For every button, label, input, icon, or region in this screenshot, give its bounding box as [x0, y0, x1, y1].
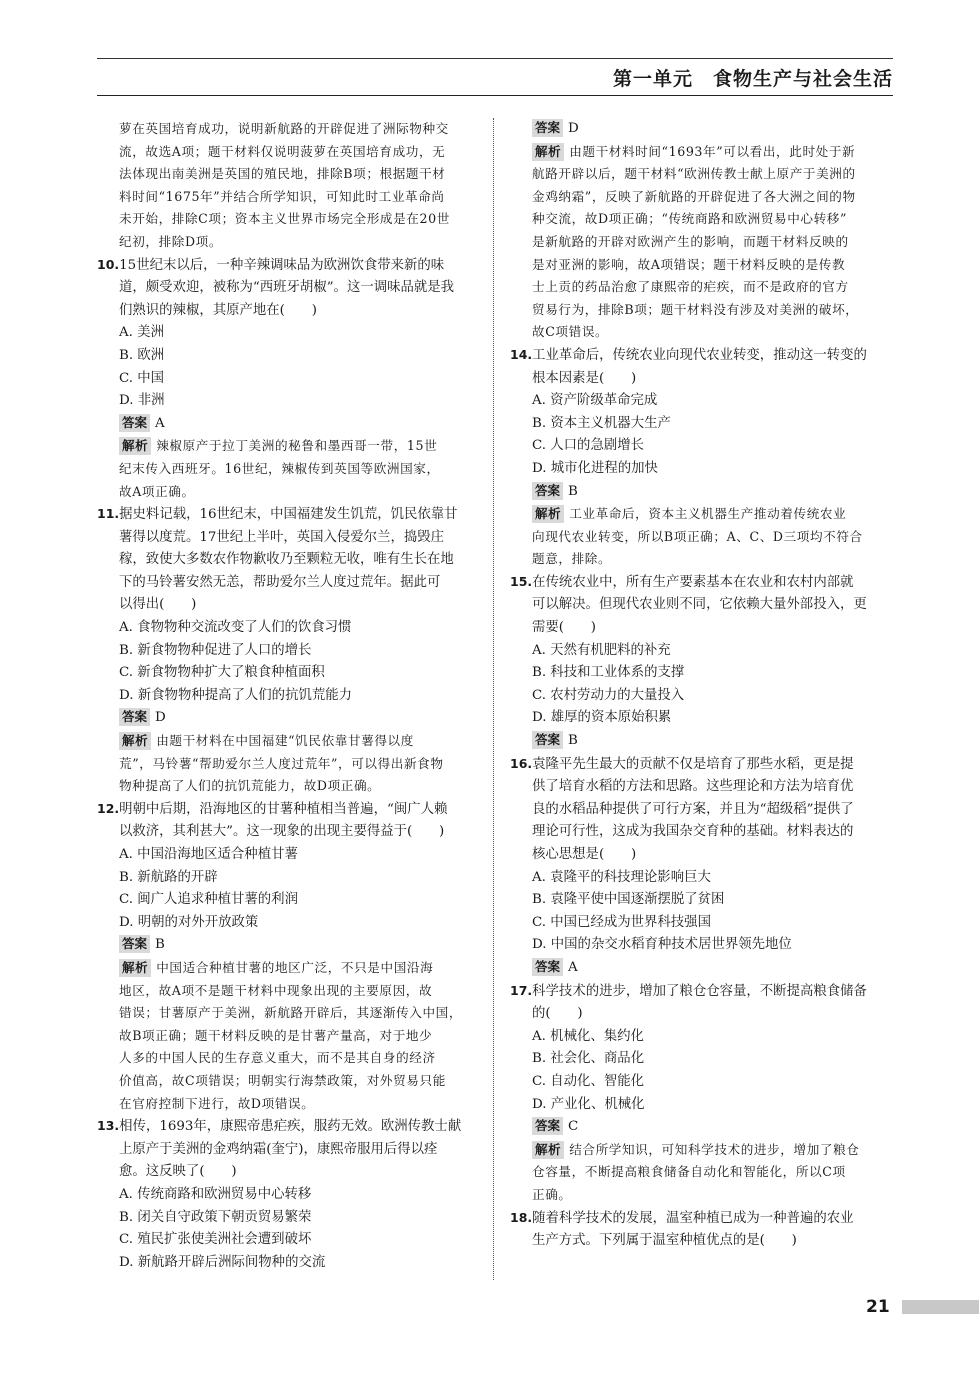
- explanation-line: 地区，故A项不是题干材料中现象出现的主要原因，故: [119, 982, 433, 998]
- option-item: A. 中国沿海地区适合种植甘薯: [119, 847, 298, 862]
- answer-value: B: [568, 733, 578, 749]
- explanation-line: 士上贡的药品治愈了康熙帝的疟疾，而不是政府的官方: [532, 279, 849, 295]
- question-stem: [97, 798, 479, 844]
- right-column: [510, 118, 894, 1253]
- explanation-tag: 解析: [119, 732, 151, 750]
- option-item: C. 闽广人追求种植甘薯的利润: [119, 892, 298, 908]
- page-number-bar: [902, 1300, 979, 1314]
- question-stem: [510, 571, 894, 640]
- explanation-line: 由题干材料在中国福建“饥民依靠甘薯得以度: [156, 733, 414, 749]
- question-stem: [510, 753, 894, 867]
- option-item: A. 美洲: [119, 325, 164, 341]
- explanation-line: 向现代农业转变，所以B项正确；A、C、D三项均不符合: [532, 528, 863, 544]
- explanation-line: 故A项正确。: [119, 483, 195, 499]
- option-item: C. 新食物物种扩大了粮食种植面积: [119, 665, 325, 681]
- question-stem-line: 据史料记载，16世纪末，中国福建发生饥荒，饥民依靠甘: [119, 507, 458, 523]
- option-item: D. 城市化进程的加快: [532, 460, 658, 476]
- option-item: A. 机械化、集约化: [532, 1028, 644, 1044]
- option-item: A. 袁隆平的科技理论影响巨大: [532, 869, 711, 885]
- question-stem-line: 根本因素是( ): [532, 370, 637, 386]
- question-number: 14.: [510, 346, 533, 362]
- answer-value: D: [155, 710, 166, 726]
- question-stem-line: 以救济，其利甚大”。这一现象的出现主要得益于( ): [119, 824, 445, 840]
- question-stem-line: 的( ): [532, 1006, 583, 1022]
- explanation-line: 流，故选A项；题干材料仅说明菠萝在英国培育成功，无: [119, 143, 446, 159]
- option-item: B. 欧洲: [119, 347, 165, 363]
- option-item: C. 殖民扩张使美洲社会遭到破坏: [119, 1232, 312, 1248]
- question-stem: [97, 1115, 479, 1184]
- question-number: 18.: [510, 1209, 533, 1225]
- explanation-line: 法体现出南美洲是英国的殖民地，排除B项；根据题干材: [119, 166, 446, 182]
- explanation-block: [510, 503, 894, 571]
- question-stem: [510, 344, 894, 390]
- left-column: [97, 118, 479, 1274]
- option-item: C. 中国已经成为世界科技强国: [532, 914, 711, 930]
- answer-tag: 答案: [532, 119, 563, 137]
- explanation-line: 价值高，故C项错误；明朝实行海禁政策，对外贸易只能: [119, 1072, 446, 1088]
- answer-value: A: [568, 959, 578, 975]
- explanation-line: 萝在英国培育成功，说明新航路的开辟促进了洲际物种交: [119, 121, 449, 136]
- question-stem-line: 需要( ): [532, 620, 597, 636]
- question-number: 13.: [97, 1118, 120, 1134]
- answer-line: [510, 1116, 894, 1139]
- explanation-line: 工业革命后，资本主义机器生产推动着传统农业: [569, 506, 847, 522]
- question-stem: [510, 980, 894, 1026]
- explanation-line: 错误；甘薯原产于美洲，新航路开辟后，其逐渐传入中国，: [119, 1005, 463, 1021]
- explanation-block: [97, 730, 479, 798]
- explanation-line: 辣椒原产于拉丁美洲的秘鲁和墨西哥一带，15世: [156, 438, 438, 454]
- question-stem-line: 以得出( ): [119, 597, 197, 613]
- page-number: 21: [866, 1297, 890, 1317]
- question-stem-line: 理论可行性，这成为我国杂交育种的基础。材料表达的: [532, 824, 854, 840]
- question-stem-line: 相传，1693年，康熙帝患疟疾，服药无效。欧洲传教士献: [119, 1119, 462, 1135]
- question-stem-line: 下的马铃薯安然无恙，帮助爱尔兰人度过荒年。据此可: [119, 574, 441, 590]
- explanation-line: 故C项错误。: [532, 324, 609, 340]
- explanation-line: 未开始，排除C项；资本主义世界市场完全形成是在20世: [119, 211, 450, 227]
- option-item: D. 明朝的对外开放政策: [119, 914, 259, 930]
- explanation-block: [510, 141, 894, 344]
- explanation-block: [97, 957, 479, 1115]
- answer-line: [97, 413, 479, 436]
- answer-line: [510, 957, 894, 980]
- question-stem-line: 科学技术的进步，增加了粮仓仓容量，不断提高粮食储备: [532, 983, 867, 999]
- explanation-line: 中国适合种植甘薯的地区广泛，不只是中国沿海: [156, 959, 434, 975]
- question-number: 17.: [510, 982, 533, 998]
- explanation-tag: 解析: [532, 505, 564, 523]
- answer-line: [97, 707, 479, 730]
- explanation-line: 结合所学知识，可知科学技术的进步，增加了粮仓: [569, 1141, 860, 1157]
- explanation-line: 由题干材料时间“1693年”可以看出，此时处于新: [569, 143, 856, 159]
- question-stem-line: 们熟识的辣椒，其原产地在( ): [119, 302, 317, 318]
- option-item: B. 资本主义机器大生产: [532, 415, 671, 431]
- question-stem-line: 明朝中后期，沿海地区的甘薯种植相当普遍，“闽广人赖: [119, 801, 448, 817]
- question-number: 10.: [97, 256, 120, 272]
- question-number: 12.: [97, 800, 120, 816]
- explanation-line: 是新航路的开辟对欧洲产生的影响，而题干材料反映的: [532, 233, 849, 249]
- question-stem-line: 在传统农业中，所有生产要素基本在农业和农村内部就: [532, 574, 854, 590]
- answer-value: C: [568, 1119, 579, 1135]
- question-stem-line: 稼，致使大多数农作物歉收乃至颗粒无收，唯有生长在地: [119, 552, 454, 568]
- explanation-line: 纪初，排除D项。: [119, 233, 223, 249]
- option-item: C. 中国: [119, 370, 165, 386]
- answer-line: [510, 730, 894, 753]
- answer-tag: 答案: [532, 482, 563, 500]
- explanation-line: 题意，排除。: [532, 551, 612, 567]
- option-item: A. 传统商路和欧洲贸易中心转移: [119, 1186, 312, 1202]
- answer-line: [510, 481, 894, 504]
- question-stem: [97, 254, 479, 323]
- header-bottom-rule: [97, 95, 893, 96]
- explanation-line: 荒”，马铃薯“帮助爱尔兰人度过荒年”，可以得出新食物: [119, 755, 444, 771]
- header-top-rule: [97, 58, 893, 59]
- explanation-line: 贸易行为，排除B项；题干材料没有涉及对美洲的破坏，: [532, 301, 859, 317]
- column-divider: [493, 118, 494, 1280]
- option-item: D. 产业化、机械化: [532, 1096, 645, 1112]
- question-stem-line: 工业革命后，传统农业向现代农业转变，推动这一转变的: [532, 347, 867, 363]
- question-stem-line: 随着科学技术的发展，温室种植已成为一种普遍的农业: [532, 1210, 854, 1226]
- option-item: B. 闭关自守政策下朝贡贸易繁荣: [119, 1209, 312, 1225]
- option-item: B. 科技和工业体系的支撑: [532, 665, 685, 681]
- option-item: B. 新食物物种促进了人口的增长: [119, 642, 312, 658]
- question-stem-line: 可以解决。但现代农业则不同，它依赖大量外部投入，更: [532, 597, 867, 613]
- explanation-line: 航路开辟以后，题干材料“欧洲传教士献上原产于美洲的: [532, 166, 856, 182]
- answer-tag: 答案: [119, 935, 150, 953]
- answer-value: A: [155, 415, 165, 431]
- answer-tag: 答案: [119, 708, 150, 726]
- question-stem-line: 道，颇受欢迎，被称为“西班牙胡椒”。这一调味品就是我: [119, 280, 455, 296]
- question-number: 15.: [510, 573, 533, 589]
- question-stem: [97, 503, 479, 617]
- explanation-line: 是对亚洲的影响，故A项错误；题干材料反映的是传教: [532, 256, 846, 272]
- header-title: 第一单元 食物生产与社会生活: [612, 68, 893, 90]
- option-item: B. 社会化、商品化: [532, 1051, 645, 1067]
- option-item: D. 雄厚的资本原始积累: [532, 710, 672, 726]
- explanation-block: [510, 1139, 894, 1207]
- answer-line: [510, 118, 894, 141]
- question-stem-line: 上原产于美洲的金鸡纳霜(奎宁)，康熙帝服用后得以痊: [119, 1141, 438, 1157]
- explanation-block: [97, 435, 479, 503]
- option-item: D. 新食物物种提高了人们的抗饥荒能力: [119, 687, 353, 703]
- option-item: A. 食物物种交流改变了人们的饮食习惯: [119, 620, 352, 636]
- explanation-line: 故B项正确；题干材料反映的是甘薯产量高，对于地少: [119, 1027, 433, 1043]
- question-stem-line: 愈。这反映了( ): [119, 1164, 237, 1180]
- option-item: D. 中国的杂交水稻育种技术居世界领先地位: [532, 937, 792, 953]
- explanation-tag: 解析: [119, 437, 151, 455]
- explanation-line: 在官府控制下进行，故D项错误。: [119, 1095, 315, 1111]
- option-item: A. 天然有机肥料的补充: [532, 642, 671, 658]
- answer-value: D: [568, 121, 579, 136]
- explanation-tag: 解析: [119, 959, 151, 977]
- question-number: 16.: [510, 755, 533, 771]
- explanation-line: 金鸡纳霜”，反映了新航路的开辟促进了各大洲之间的物: [532, 188, 856, 204]
- answer-line: [97, 934, 479, 957]
- question-stem-line: 薯得以度荒。17世纪上半叶，英国入侵爱尔兰，捣毁庄: [119, 529, 445, 545]
- option-item: B. 新航路的开辟: [119, 869, 218, 885]
- answer-tag: 答案: [119, 414, 150, 432]
- explanation-line: 正确。: [532, 1186, 572, 1202]
- answer-value: B: [155, 937, 165, 953]
- continued-explanation: [97, 118, 479, 254]
- option-item: D. 非洲: [119, 393, 165, 409]
- question-stem-line: 生产方式。下列属于温室种植优点的是( ): [532, 1233, 797, 1249]
- question-stem-line: 核心思想是( ): [532, 847, 637, 862]
- question-number: 11.: [97, 506, 120, 522]
- explanation-line: 料时间“1675年”并结合所学知识，可知此时工业革命尚: [119, 188, 445, 204]
- question-stem-line: 袁隆平先生最大的贡献不仅是培育了那些水稻，更是提: [532, 756, 854, 772]
- option-item: D. 新航路开辟后洲际间物种的交流: [119, 1254, 326, 1270]
- option-item: A. 资产阶级革命完成: [532, 393, 658, 409]
- answer-tag: 答案: [532, 731, 563, 749]
- option-item: C. 农村劳动力的大量投入: [532, 687, 685, 703]
- answer-value: B: [568, 483, 578, 499]
- answer-tag: 答案: [532, 1117, 563, 1135]
- explanation-tag: 解析: [532, 143, 564, 161]
- explanation-line: 纪末传入西班牙。16世纪，辣椒传到英国等欧洲国家，: [119, 460, 440, 476]
- answer-tag: 答案: [532, 958, 563, 976]
- question-stem-line: 供了培育水稻的方法和思路。这些理论和方法为培育优: [532, 779, 854, 795]
- option-item: C. 自动化、智能化: [532, 1073, 645, 1089]
- option-item: C. 人口的急剧增长: [532, 438, 645, 454]
- question-stem-line: 良的水稻品种提供了可行方案，并且为“超级稻”提供了: [532, 801, 854, 817]
- explanation-line: 物种提高了人们的抗饥荒能力，故D项正确。: [119, 778, 381, 794]
- question-stem: [510, 1207, 894, 1253]
- explanation-line: 仓容量，不断提高粮食储备自动化和智能化，所以C项: [532, 1164, 846, 1180]
- option-item: B. 袁隆平使中国逐渐摆脱了贫困: [532, 892, 725, 908]
- explanation-line: 种交流，故D项正确；“传统商路和欧洲贸易中心转移”: [532, 211, 848, 227]
- explanation-line: 人多的中国人民的生存意义重大，而不是其自身的经济: [119, 1050, 436, 1066]
- question-stem-line: 15世纪末以后，一种辛辣调味品为欧洲饮食带来新的味: [119, 257, 445, 273]
- explanation-tag: 解析: [532, 1141, 564, 1159]
